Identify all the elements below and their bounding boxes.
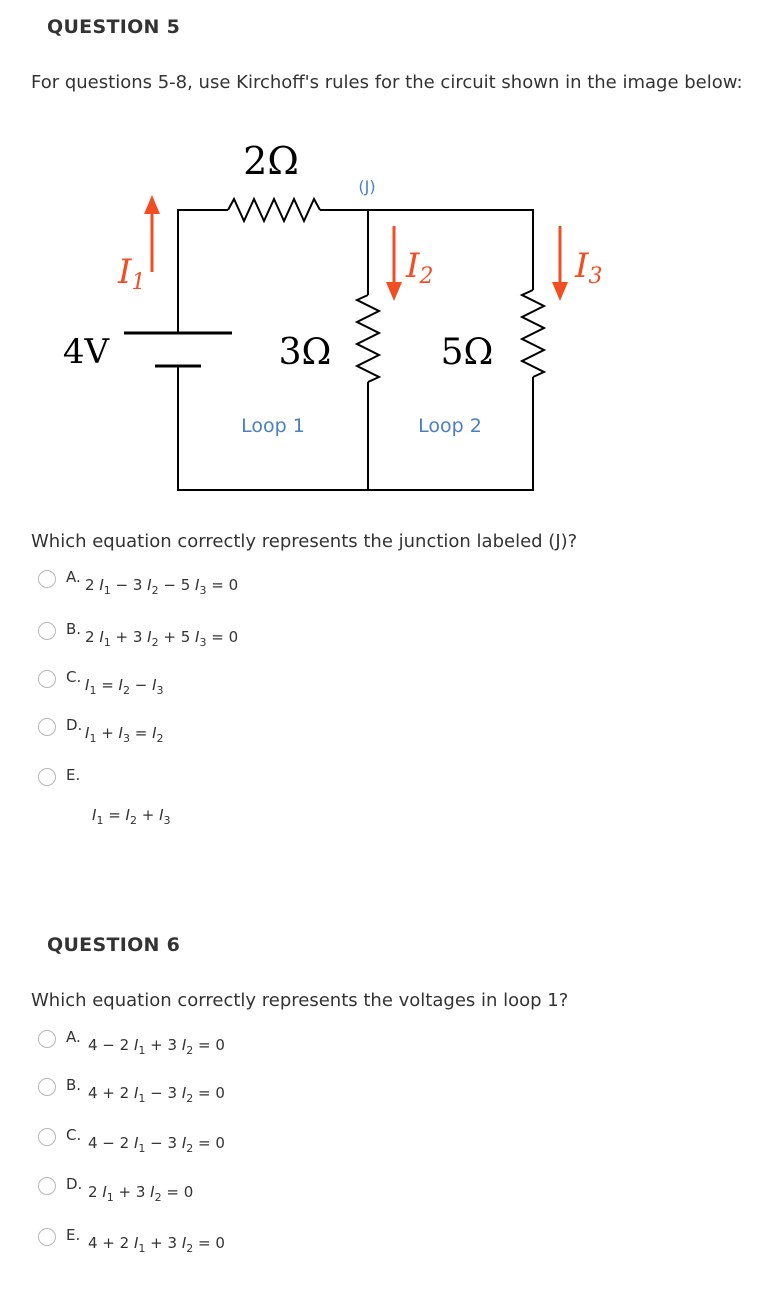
option-equation: 4 + 2 $I_1 - 3$ $I_2 = 0$ — [88, 1084, 225, 1105]
question-5-prompt: Which equation correctly represents the junction labeled (J)? — [31, 531, 578, 552]
option-equation: 2 $I_1 + 3$ $I_2 + 5$ $I_3 = 0$ — [85, 628, 239, 649]
label-r-mid: 3Ω — [278, 332, 332, 373]
resistor-2ohm — [228, 199, 320, 221]
radio-button[interactable] — [38, 670, 56, 688]
option-letter: A. — [66, 1028, 81, 1046]
label-junction: (J) — [358, 177, 376, 196]
option-letter: E. — [66, 766, 81, 784]
radio-button[interactable] — [38, 1078, 56, 1096]
option-letter: B. — [66, 620, 82, 638]
label-current-i2: I2 — [406, 246, 434, 289]
resistor-3ohm — [357, 295, 379, 382]
option-letter: B. — [66, 1076, 82, 1094]
radio-button[interactable] — [38, 718, 56, 736]
question-6-prompt: Which equation correctly represents the voltages in loop 1? — [31, 990, 569, 1011]
radio-button[interactable] — [38, 1228, 56, 1246]
arrow-i2 — [386, 226, 402, 301]
label-battery: 4V — [62, 332, 110, 372]
circuit-diagram — [0, 0, 779, 520]
label-current-i3: I3 — [575, 246, 603, 289]
option-equation: 4 + 2 $I_1 + 3$ $I_2 = 0$ — [88, 1234, 225, 1255]
question-5-heading: QUESTION 5 — [47, 16, 181, 38]
radio-button[interactable] — [38, 1177, 56, 1195]
option-letter: C. — [66, 1126, 82, 1144]
arrow-i1 — [144, 195, 160, 272]
label-current-i1: I1 — [118, 252, 146, 295]
option-equation: 2 $I_1 - 3$ $I_2 - 5$ $I_3 = 0$ — [85, 576, 239, 597]
label-loop-2: Loop 2 — [418, 415, 482, 437]
option-letter: D. — [66, 716, 83, 734]
option-letter: E. — [66, 1226, 81, 1244]
q5-option-e-equation: $I_1 = I_2 + I_3$ — [92, 806, 171, 827]
question-5-intro: For questions 5-8, use Kirchoff's rules for the circuit shown in the image below: — [31, 72, 743, 93]
label-r-top: 2Ω — [243, 139, 299, 183]
label-loop-1: Loop 1 — [241, 415, 305, 437]
radio-button[interactable] — [38, 768, 56, 786]
option-equation: 4 − 2 $I_1 - 3$ $I_2 = 0$ — [88, 1134, 225, 1155]
option-equation: $I_1 + I_3 = I_2$ — [85, 724, 164, 745]
wire-left-top — [178, 210, 228, 270]
option-letter: A. — [66, 568, 81, 586]
option-equation: $I_1 = I_2 - I_3$ — [85, 676, 164, 697]
radio-button[interactable] — [38, 622, 56, 640]
option-equation: 4 − 2 $I_1 + 3$ $I_2 = 0$ — [88, 1036, 225, 1057]
arrow-i3 — [552, 226, 568, 301]
option-letter: C. — [66, 668, 82, 686]
radio-button[interactable] — [38, 1030, 56, 1048]
label-r-right: 5Ω — [440, 332, 494, 373]
option-equation: 2 $I_1 + 3$ $I_2 = 0$ — [88, 1183, 194, 1204]
radio-button[interactable] — [38, 570, 56, 588]
radio-button[interactable] — [38, 1128, 56, 1146]
option-letter: D. — [66, 1175, 83, 1193]
resistor-5ohm — [522, 290, 544, 377]
question-6-heading: QUESTION 6 — [47, 934, 181, 956]
